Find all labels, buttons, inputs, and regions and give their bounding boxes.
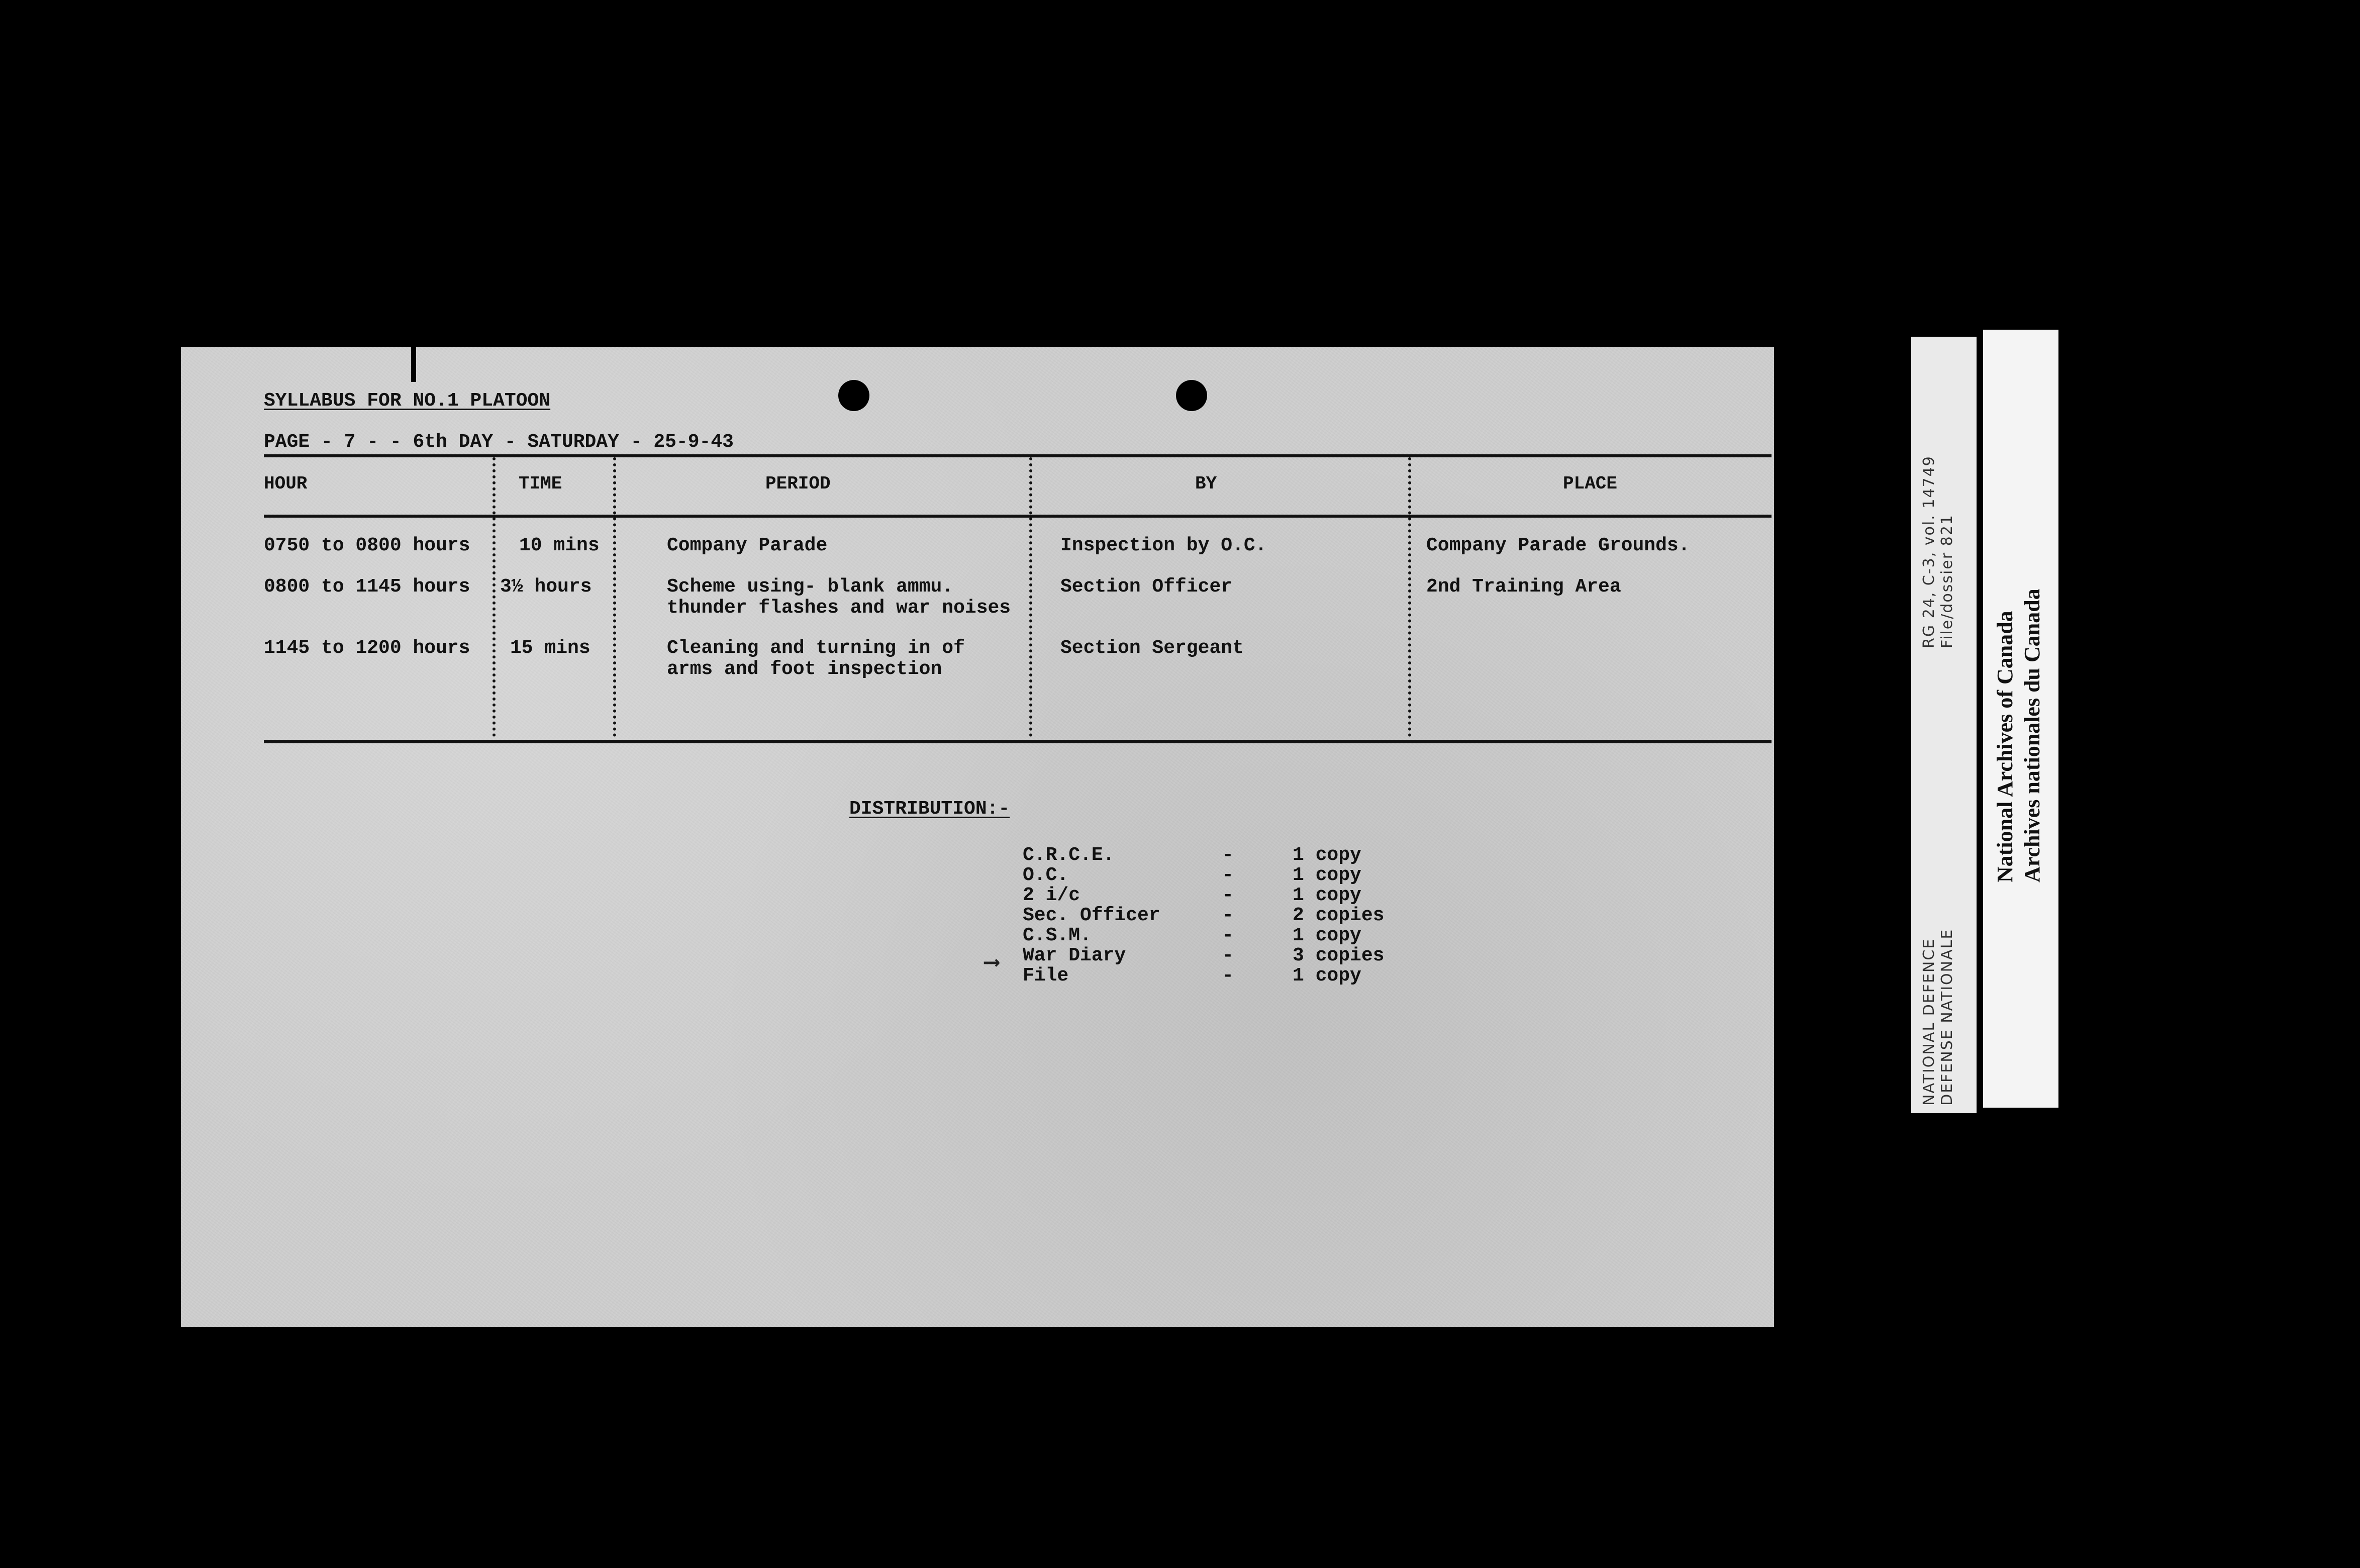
row-3-by: Section Sergeant xyxy=(1060,637,1244,659)
distribution-title: DISTRIBUTION:- xyxy=(849,798,1010,820)
row-2-time: 3½ hours xyxy=(500,576,592,598)
row-1-place: Company Parade Grounds. xyxy=(1426,535,1690,556)
archives-label-strip xyxy=(1983,330,2058,1108)
punch-hole-right xyxy=(1176,380,1207,411)
distribution-copies: 2 copies xyxy=(1293,905,1385,926)
distribution-dash: - xyxy=(1222,864,1234,886)
row-2-period-line-1: Scheme using- blank ammu. xyxy=(667,576,954,598)
distribution-copies: 1 copy xyxy=(1293,885,1361,906)
distribution-recipient: O.C. xyxy=(1023,864,1069,886)
column-header-place: PLACE xyxy=(1563,473,1618,494)
row-1-time: 10 mins xyxy=(519,535,600,556)
row-2-place: 2nd Training Area xyxy=(1426,576,1621,598)
row-1-hour: 0750 to 0800 hours xyxy=(264,535,470,556)
row-1-by: Inspection by O.C. xyxy=(1060,535,1267,556)
archives-name-en: National Archives of Canada xyxy=(1993,611,2017,883)
department-en: NATIONAL DEFENCE xyxy=(1920,938,1938,1106)
distribution-dash: - xyxy=(1222,925,1234,946)
column-header-time: TIME xyxy=(519,473,562,494)
distribution-dash: - xyxy=(1222,844,1234,866)
column-header-by: BY xyxy=(1195,473,1217,494)
archive-file: File/dossier 821 xyxy=(1938,514,1956,648)
document-sheet xyxy=(181,347,1774,1327)
distribution-copies: 1 copy xyxy=(1293,864,1361,886)
distribution-copies: 1 copy xyxy=(1293,965,1361,987)
distribution-recipient: War Diary xyxy=(1023,945,1126,966)
distribution-copies: 1 copy xyxy=(1293,844,1361,866)
table-bottom-rule xyxy=(264,740,1772,743)
archives-name-fr: Archives nationales du Canada xyxy=(2020,589,2044,883)
distribution-recipient: C.S.M. xyxy=(1023,925,1092,946)
distribution-copies: 3 copies xyxy=(1293,945,1385,966)
distribution-recipient: File xyxy=(1023,965,1069,987)
distribution-recipient: Sec. Officer xyxy=(1023,905,1160,926)
page-header: PAGE - 7 - - 6th DAY - SATURDAY - 25-9-43 xyxy=(264,431,734,453)
row-2-period-line-2: thunder flashes and war noises xyxy=(667,597,1011,619)
punch-hole-left xyxy=(838,380,869,411)
row-3-time: 15 mins xyxy=(510,637,591,659)
handwritten-arrow-icon: ⟶ xyxy=(985,951,999,976)
column-header-hour: HOUR xyxy=(264,473,308,494)
archive-reference: RG 24, C-3, vol. 14749 xyxy=(1920,455,1938,648)
distribution-recipient: 2 i/c xyxy=(1023,885,1080,906)
document-title: SYLLABUS FOR NO.1 PLATOON xyxy=(264,390,551,412)
row-3-period-line-1: Cleaning and turning in of xyxy=(667,637,965,659)
distribution-copies: 1 copy xyxy=(1293,925,1361,946)
table-top-rule xyxy=(264,454,1772,457)
distribution-recipient: C.R.C.E. xyxy=(1023,844,1115,866)
column-header-period: PERIOD xyxy=(765,473,831,494)
distribution-dash: - xyxy=(1222,965,1234,987)
row-2-by: Section Officer xyxy=(1060,576,1233,598)
row-3-period-line-2: arms and foot inspection xyxy=(667,658,942,680)
row-2-hour: 0800 to 1145 hours xyxy=(264,576,470,598)
column-divider xyxy=(613,457,616,737)
department-fr: DEFENSE NATIONALE xyxy=(1938,928,1956,1106)
distribution-dash: - xyxy=(1222,905,1234,926)
staple-mark xyxy=(411,347,416,382)
distribution-dash: - xyxy=(1222,945,1234,966)
distribution-dash: - xyxy=(1222,885,1234,906)
row-1-period-line-1: Company Parade xyxy=(667,535,828,556)
column-divider xyxy=(1408,457,1411,737)
archive-reference-strip xyxy=(1911,337,1977,1113)
row-3-hour: 1145 to 1200 hours xyxy=(264,637,470,659)
table-header-rule xyxy=(264,515,1772,518)
column-divider xyxy=(1029,457,1032,737)
column-divider xyxy=(493,457,496,737)
